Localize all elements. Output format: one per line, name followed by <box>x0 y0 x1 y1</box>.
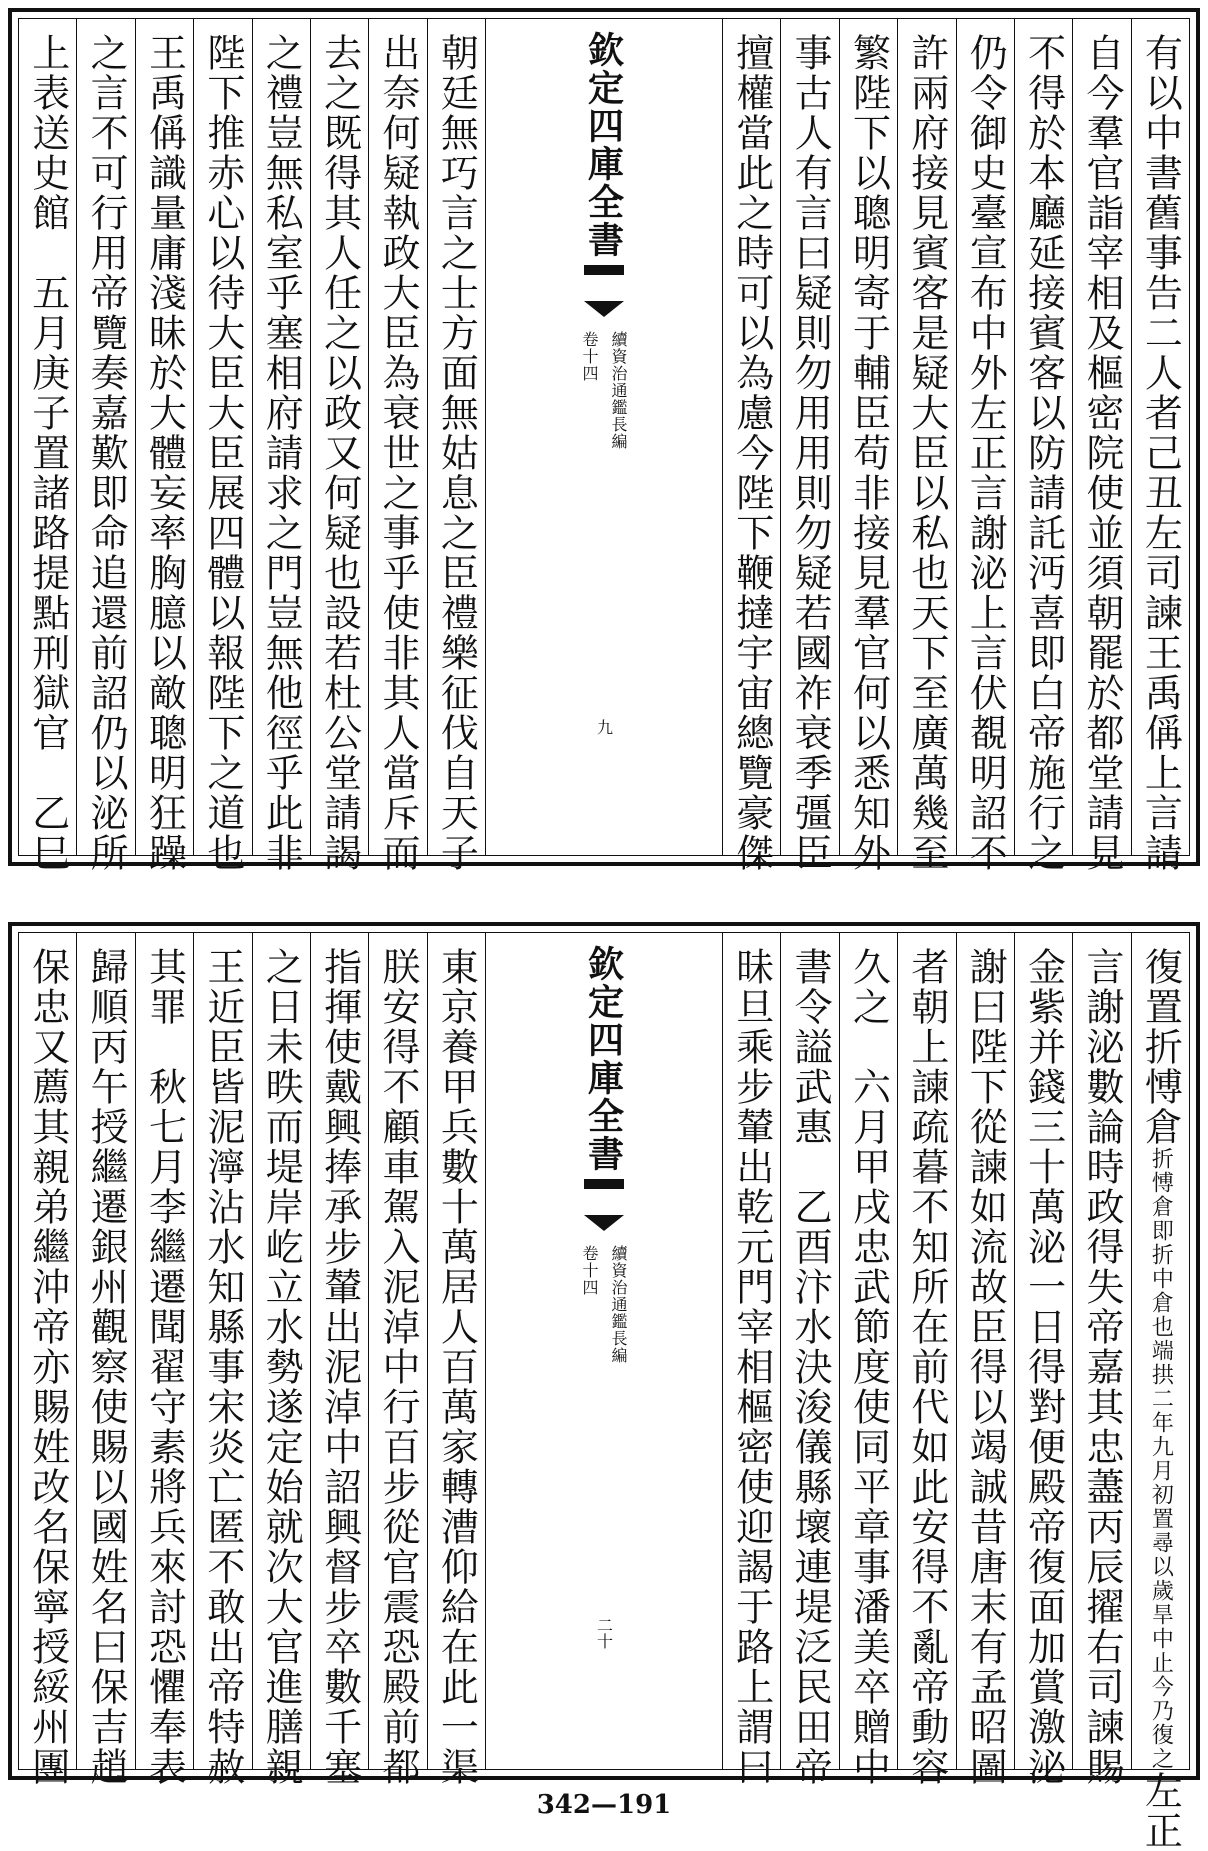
column-text <box>1138 933 1183 1851</box>
column-text: 久之 六月甲戌忠武節度使同平章事潘美卒贈中 <box>846 947 891 1787</box>
column-text: 事古人有言曰疑則勿用用則勿疑若國祚衰季彊臣 <box>788 33 833 873</box>
column-text: 擅權當此之時可以為慮今陛下鞭撻宇宙總覽豪傑 <box>729 33 774 873</box>
column-text: 保忠又薦其親弟繼沖帝亦賜姓改名保寧授綏州團 <box>25 947 70 1787</box>
text-column <box>956 19 1014 873</box>
column-text: 去之既得其人任之以政又何疑也設若杜公堂請謁 <box>317 33 362 873</box>
column-text: 繁陛下以聰明寄于輔臣苟非接見羣官何以悉知外 <box>846 33 891 873</box>
fish-tail-mark-point <box>584 301 624 317</box>
column-text: 有以中書舊事告二人者己丑左司諫王禹偁上言請 <box>1138 33 1183 873</box>
column-text: 上表送史館 五月庚子置諸路提點刑獄官 乙巳 <box>25 33 70 873</box>
text-column <box>722 933 780 1787</box>
column-text: 自今羣官詣宰相及樞密院使並須朝罷於都堂請見 <box>1079 33 1124 873</box>
volume-label: 卷十四 <box>580 331 599 382</box>
column-text: 書令謚武惠 乙酉汴水決浚儀縣壞連堤泛民田帝 <box>788 947 833 1787</box>
column-text: 者朝上諫疏暮不知所在前代如此安得不亂帝動容 <box>904 947 949 1787</box>
text-column <box>193 19 251 873</box>
column-text: 許兩府接見賓客是疑大臣以私也天下至廣萬幾至 <box>904 33 949 873</box>
top-page <box>8 8 1200 873</box>
text-column <box>76 933 134 1787</box>
column-text: 朝廷無巧言之士方面無姑息之臣禮樂征伐自天子 <box>434 33 479 873</box>
column-main-text: 復置折愽倉 <box>1138 947 1183 1147</box>
column-tail-text: 左正 <box>1138 1771 1183 1851</box>
column-text: 王禹偁識量庸淺昧於大體妄率胸臆以敵聰明狂躁 <box>142 33 187 873</box>
text-column <box>368 933 426 1787</box>
text-column <box>19 19 76 873</box>
text-column <box>780 19 838 873</box>
column-text: 其罪 秋七月李繼遷聞翟守素將兵來討恐懼奉表 <box>142 947 187 1787</box>
text-column <box>310 933 368 1787</box>
spine-subtitle-group <box>578 1245 630 1364</box>
page-spine <box>485 19 722 855</box>
sub-title: 續資治通鑑長編 <box>609 1245 628 1364</box>
text-column <box>1014 19 1072 873</box>
text-column <box>1072 19 1130 873</box>
spine-subtitle-group <box>578 331 630 450</box>
column-text: 王近臣皆泥濘沾水知縣事宋炎亡匿不敢出帝特赦 <box>200 947 245 1787</box>
page-spine <box>485 933 722 1769</box>
column-text: 之禮豈無私室乎塞相府請求之門豈無他徑乎此非 <box>259 33 304 873</box>
column-text: 金紫并錢三十萬泌一日得對便殿帝復面加賞激泌 <box>1021 947 1066 1787</box>
leaf-number: 二十 <box>594 1617 614 1649</box>
column-text: 之言不可行用帝覽奏嘉歎即命追還前詔仍以泌所 <box>84 33 129 873</box>
text-column <box>897 933 955 1787</box>
book-title: 欽定四庫全書 <box>582 945 625 1173</box>
column-text: 昧旦乘步輦出乾元門宰相樞密使迎謁于路上謂曰 <box>729 947 774 1787</box>
fish-tail-mark <box>584 1179 624 1215</box>
top-page-columns <box>18 18 1190 873</box>
column-text: 之日未昳而堤岸屹立水勢遂定始就次大官進膳親 <box>259 947 304 1787</box>
text-column <box>76 19 134 873</box>
column-text: 仍令御史臺宣布中外左正言謝泌上言伏覩明詔不 <box>963 33 1008 873</box>
text-column <box>839 19 897 873</box>
column-text: 指揮使戴興捧承步輦出泥淖中詔興督步卒數千塞 <box>317 947 362 1787</box>
fish-tail-mark <box>584 265 624 301</box>
column-text: 謝曰陛下從諫如流故臣得以竭誠昔唐末有孟昭圖 <box>963 947 1008 1787</box>
column-text: 陛下推赤心以待大臣大臣展四體以報陛下之道也 <box>200 33 245 873</box>
column-text: 朕安得不顧車駕入泥淖中行百步從官震恐殿前都 <box>375 947 420 1787</box>
text-column <box>780 933 838 1787</box>
leaf-number: 九 <box>594 719 614 735</box>
page-number: 342—191 <box>536 1790 672 1820</box>
text-column <box>1131 933 1189 1851</box>
text-column <box>897 19 955 873</box>
column-text: 不得於本廳延接賓客以防請託沔喜即白帝施行之 <box>1021 33 1066 873</box>
column-text: 出奈何疑執政大臣為衰世之事乎使非其人當斥而 <box>375 33 420 873</box>
text-column <box>1014 933 1072 1787</box>
volume-label: 卷十四 <box>580 1245 599 1296</box>
text-column <box>839 933 897 1787</box>
text-column <box>368 19 426 873</box>
text-column <box>1072 933 1130 1787</box>
text-column <box>135 19 193 873</box>
column-text: 東京養甲兵數十萬居人百萬家轉漕仰給在此一渠 <box>434 947 479 1787</box>
text-column <box>956 933 1014 1787</box>
text-column <box>193 933 251 1787</box>
column-text: 言謝泌數論時政得失帝嘉其忠藎丙辰擢右司諫賜 <box>1079 947 1124 1787</box>
text-column <box>722 19 780 873</box>
text-column <box>135 933 193 1787</box>
column-text: 歸順丙午授繼遷銀州觀察使賜以國姓名曰保吉趙 <box>84 947 129 1787</box>
text-column <box>252 19 310 873</box>
annotation-note: 折愽倉即折中倉也端拱二年九月初置尋以歲旱中止今乃復之 <box>1148 1147 1174 1771</box>
book-title: 欽定四庫全書 <box>582 31 625 259</box>
text-column <box>310 19 368 873</box>
text-column <box>427 19 485 873</box>
text-column <box>427 933 485 1787</box>
text-column <box>252 933 310 1787</box>
text-column <box>19 933 76 1787</box>
fish-tail-mark-point <box>584 1215 624 1231</box>
text-column <box>1131 19 1189 873</box>
sub-title: 續資治通鑑長編 <box>609 331 628 450</box>
